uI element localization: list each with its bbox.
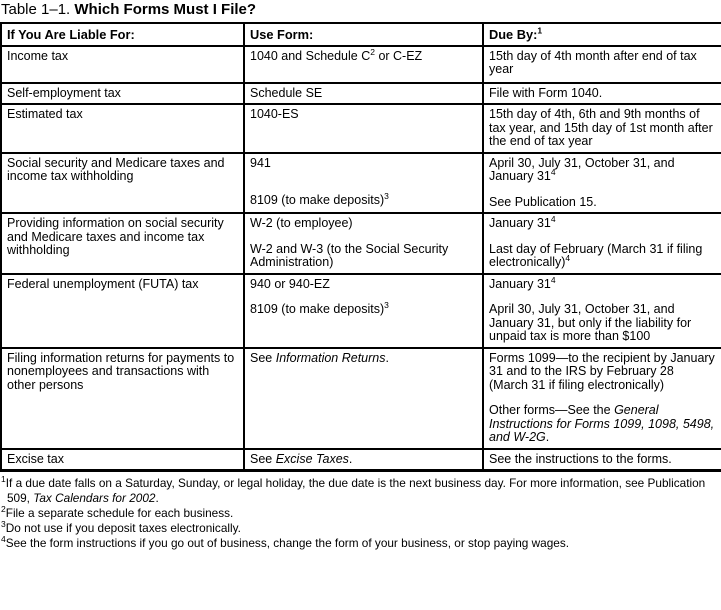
cell-use-form (244, 83, 483, 105)
footnote-marker: 3 (1, 519, 6, 530)
cell-paragraph: See the instructions to the forms. (489, 451, 672, 466)
cell-paragraph: 1040-ES (250, 107, 299, 121)
table-title (0, 0, 721, 22)
cell-due-by (483, 153, 721, 214)
cell-due-by (483, 213, 721, 274)
cell-liable-for (1, 153, 244, 214)
cell-paragraph: Schedule SE (250, 85, 323, 100)
cell-due-by (483, 274, 721, 348)
table-row (1, 449, 721, 471)
cell-liable-for (1, 46, 244, 83)
cell-paragraph: Income tax (7, 48, 69, 63)
superscript-footnote-marker: 2 (370, 46, 375, 57)
footnote-marker: 2 (1, 504, 6, 515)
footnote: $^2$File a separate schedule for each business. (1, 504, 234, 520)
forms-table (0, 22, 721, 472)
italic-reference: Tax Calendars for 2002 (33, 491, 156, 505)
cell-paragraph: 1040 and Schedule $C^2$ or C-EZ (250, 46, 423, 63)
superscript-footnote-marker: 4 (565, 252, 571, 263)
cell-paragraph: January $31^4$ (489, 213, 556, 230)
italic-reference: Information Returns (275, 350, 386, 365)
table-row (1, 83, 721, 105)
footnote: $^4$See the form instructions if you go out of business, change the form of your business, or stop paying wages. (1, 534, 570, 550)
cell-paragraph: See Excise Taxes. (250, 451, 353, 466)
table-heading: Which Forms Must I File? (74, 1, 257, 18)
cell-paragraph: W-2 (to employee) (250, 216, 353, 230)
table-row (1, 213, 721, 274)
cell-paragraph (250, 170, 476, 182)
cell-paragraph: Self-employment tax (7, 85, 121, 100)
table-row (1, 274, 721, 348)
cell-paragraph: Other forms—See the General Instructions for Forms 1099, 1098, 5498, and W-2G. (489, 403, 715, 444)
table-body (1, 46, 721, 471)
cell-paragraph: Filing information returns for payments to nonemployees and transactions with other persons (7, 350, 235, 392)
cell-paragraph: 941 (250, 155, 271, 170)
cell-paragraph: Social security and Medicare taxes and income tax withholding (7, 155, 225, 183)
cell-paragraph: Last day of February (March 31 if filing electronically)$^4$ (489, 241, 703, 269)
footnote: $^3$Do not use if you deposit taxes electronically. (1, 519, 241, 535)
cell-use-form (244, 104, 483, 153)
superscript-footnote-marker: 4 (550, 166, 556, 177)
superscript-footnote-marker: 3 (384, 190, 389, 201)
cell-liable-for (1, 213, 244, 274)
cell-paragraph: 940 or 940-EZ (250, 276, 330, 291)
cell-use-form (244, 213, 483, 274)
cell-paragraph: Providing information on social security and Medicare taxes and income tax withholding (7, 216, 224, 257)
cell-paragraph: W-2 and W-3 (to the Social Security Administration) (250, 241, 449, 269)
cell-paragraph: Federal unemployment (FUTA) tax (7, 276, 199, 291)
footnote: $^1$If a due date falls on a Saturday, Sunday, or legal holiday, the due date is the next business day. For more information, see Publication 509, Tax Calendars for 2002. (1, 474, 706, 505)
cell-paragraph: File with Form 1040. (489, 85, 603, 100)
cell-paragraph: Excise tax (7, 451, 64, 466)
cell-paragraph: April 30, July 31, October 31, and January 31, but only if the liability for unpaid tax is more than $100 (489, 302, 692, 343)
cell-paragraph: Estimated tax (7, 107, 83, 121)
cell-use-form (244, 348, 483, 449)
cell-paragraph: Forms 1099—to the recipient by January 31 and to the IRS by February 28 (March 31 if filing electronically) (489, 350, 715, 392)
cell-liable-for (1, 104, 244, 153)
table-row (1, 104, 721, 153)
footnote-marker: 1 (1, 474, 6, 485)
italic-reference: Excise Taxes (275, 451, 349, 466)
cell-paragraph: 8109 (to make deposits)$^3$ (250, 190, 389, 207)
column-header-due-by: Due By:$^1$ (483, 23, 721, 46)
cell-due-by (483, 449, 721, 471)
cell-paragraph: April 30, July 31, October 31, and January $31^4$ (489, 155, 675, 183)
cell-due-by (483, 348, 721, 449)
cell-due-by (483, 104, 721, 153)
cell-paragraph: January $31^4$ (489, 274, 556, 291)
column-header-liable-for: If You Are Liable For: (1, 23, 244, 46)
superscript-footnote-marker: 4 (550, 274, 556, 285)
cell-due-by (483, 46, 721, 83)
table-header (1, 23, 721, 46)
cell-use-form (244, 274, 483, 348)
table-row (1, 46, 721, 83)
footnote-marker: 4 (1, 534, 6, 545)
cell-use-form (244, 449, 483, 471)
cell-paragraph: See Information Returns. (250, 350, 389, 365)
header-row (1, 23, 721, 46)
cell-paragraph: 15th day of 4th month after end of tax year (489, 48, 697, 76)
superscript-footnote-marker: 3 (384, 299, 389, 310)
table-row (1, 348, 721, 449)
table-number: Table 1–1. (1, 1, 75, 18)
superscript-footnote-marker: 1 (537, 25, 543, 36)
column-header-use-form: Use Form: (244, 23, 483, 46)
footnotes (0, 472, 721, 551)
cell-liable-for (1, 274, 244, 348)
cell-liable-for (1, 449, 244, 471)
cell-liable-for (1, 348, 244, 449)
table-row (1, 153, 721, 214)
superscript-footnote-marker: 4 (550, 213, 556, 224)
cell-due-by (483, 83, 721, 105)
cell-paragraph: See Publication 15. (489, 194, 597, 209)
cell-paragraph: 15th day of 4th, 6th and 9th months of tax year, and 15th day of 1st month after the end of tax year (489, 107, 713, 148)
cell-use-form (244, 153, 483, 214)
cell-liable-for (1, 83, 244, 105)
cell-paragraph: 8109 (to make deposits)$^3$ (250, 299, 389, 316)
cell-use-form (244, 46, 483, 83)
italic-reference: General Instructions for Forms 1099, 1098, 5498, and W-2G (489, 403, 715, 444)
